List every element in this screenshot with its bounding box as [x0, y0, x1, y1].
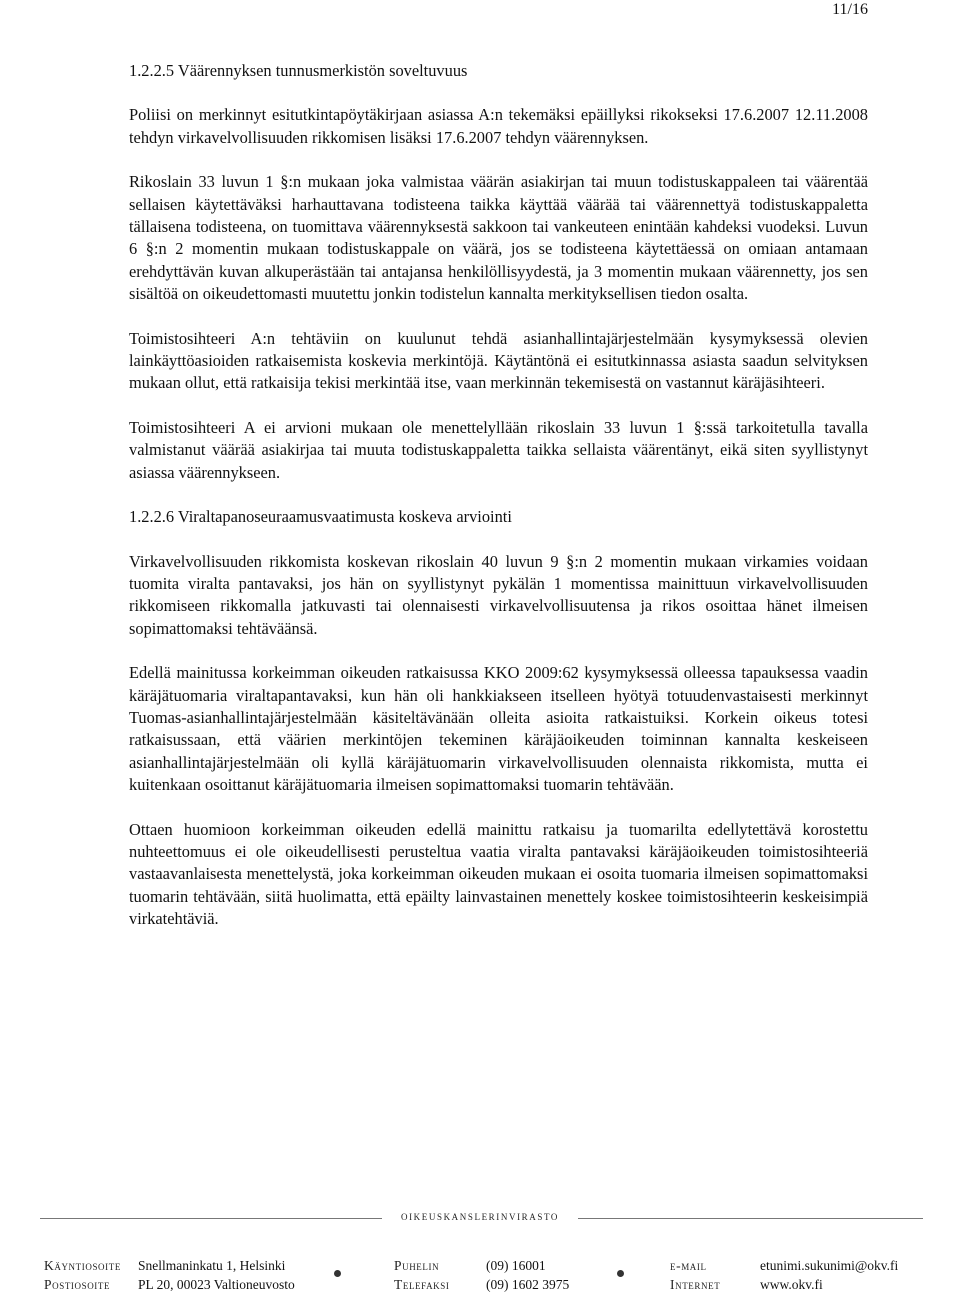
paragraph-assessment: Toimistosihteeri A ei arvioni mukaan ole menettelyllään rikoslain 33 luvun 1 §:ssä tarkoitetulla tavalla valmistanut väärää asiakirjaa tai muuta todistuskappaletta taikka sellaista väärentänyt, eikä siten syyllistynyt asiassa väärennykseen.	[129, 417, 868, 482]
paragraph-duties: Toimistosihteeri A:n tehtäviin on kuulunut tehdä asianhallintajärjestelmään kysymyksessä olevien lainkäyttöasioiden ratkaisemista koskevia merkintöjä. Käytäntönä ei esitutkinnassa asiasta saadun selvityksen mukaan ollut, että ratkaisija tekisi merkintää itse, vaan merkinnän tekemisestä on vastannut käräjäsihteeri.	[129, 328, 868, 393]
document-body	[129, 60, 868, 953]
footer-rule-left	[40, 1218, 382, 1219]
footer-address-values	[138, 1256, 295, 1294]
footer-separator-dot	[334, 1270, 341, 1277]
section-heading-1-2-2-6: 1.2.2.6 Viraltapanoseuraamusvaatimusta koskeva arviointi	[129, 507, 512, 527]
fax-label: Telefaksi	[394, 1277, 450, 1292]
footer-address-labels	[44, 1256, 121, 1294]
section-heading-1-2-2-5: 1.2.2.5 Väärennyksen tunnusmerkistön soveltuvuus	[129, 61, 468, 80]
internet-label: Internet	[670, 1277, 721, 1292]
internet-value: www.okv.fi	[760, 1277, 823, 1292]
email-label: e-mail	[670, 1258, 707, 1273]
footer-brand	[0, 1209, 960, 1231]
paragraph-supreme-court-case: Edellä mainitussa korkeimman oikeuden ratkaisussa KKO 2009:62 kysymyksessä olleessa tapauksessa vaadin käräjätuomaria viraltapantavaksi, kun hän oli hankkiakseen itselleen hyötyä totuudenvastaisesti merkinnyt Tuomas-asianhallintajärjestelmään käsiteltävänään olleita asioita ratkaistuiksi. Korkein oikeus totesi ratkaisussaan, että väärien merkintöjen tekeminen käräjäoikeuden toiminnan kannalta keskeiseen asianhallintajärjestelmään oli kyllä käräjätuomarin virkavelvollisuuden olennaista rikkomista, mutta ei kuitenkaan osoittanut käräjätuomaria ilmeisen sopimattomaksi tuomarin tehtävään.	[129, 663, 868, 795]
paragraph-dismissal-law: Virkavelvollisuuden rikkomista koskevan rikoslain 40 luvun 9 §:n 2 momentin mukaan virkamies voidaan tuomita viralta pantavaksi, jos hän on syyllistynyt pykälän 1 momentissa mainittuun virkavelvollisuuden rikkomiseen rikkomalla jatkuvasti tai olennaisesti virkavelvollisuutensa ja rikos osoittaa hänet ilmeisen sopimattomaksi tehtäväänsä.	[129, 551, 868, 638]
email-value: etunimi.sukunimi@okv.fi	[760, 1258, 899, 1273]
paragraph-conclusion: Ottaen huomioon korkeimman oikeuden edellä mainittu ratkaisu ja tuomarilta edellytettävä korostettu nuhteettomuus ei ole oikeudellisesti perusteltua vaatia viralta pantavaksi käräjäoikeuden toimistosihteeriä vastaavanlaisesta menettelystä, joka korkeimman oikeuden mukaan ei osoita tuomaria ilmeisen sopimattomaksi tuomarin tehtävään, siitä huolimatta, että epäilty lainvastainen menettely koskee toimistosihteerin keskeisimpiä virkatehtäviä.	[129, 819, 868, 929]
footer-web-labels	[670, 1256, 720, 1294]
footer-phone-values	[486, 1256, 569, 1294]
paragraph-police-record: Poliisi on merkinnyt esitutkintapöytäkirjaan asiassa A:n tekemäksi epäillyksi rikokseksi 17.6.2007 12.11.2008 tehdyn virkavelvollisuuden rikkomisen lisäksi 17.6.2007 tehdyn väärennyksen.	[129, 105, 868, 147]
postal-address-value: PL 20, 00023 Valtioneuvosto	[138, 1277, 295, 1292]
page-number: 11/16	[832, 1, 868, 18]
fax-value: (09) 1602 3975	[486, 1277, 570, 1292]
postal-address-label: Postiosoite	[44, 1277, 111, 1292]
footer-phone-labels	[394, 1256, 449, 1294]
brand-name: oikeuskanslerinvirasto	[400, 1209, 560, 1223]
visiting-address-label: Käyntiosoite	[44, 1258, 121, 1273]
phone-label: Puhelin	[394, 1258, 440, 1273]
footer-web-values	[760, 1256, 898, 1294]
footer-separator-dot	[617, 1270, 624, 1277]
footer-rule-right	[578, 1218, 923, 1219]
paragraph-criminal-code: Rikoslain 33 luvun 1 §:n mukaan joka valmistaa väärän asiakirjan tai muun todistuskappaleen tai väärentää sellaisen käytettäväksi harhauttavana todisteena taikka käyttää väärää tai väärennettyä todistuskappaletta tällaisena todisteena, on tuomittava väärennyksestä sakkoon tai vankeuteen enintään kahdeksi vuodeksi. Luvun 6 §:n 2 momentin mukaan todistuskappale on väärä, jos se todisteena käytettäessä on omiaan antamaan erehdyttävän kuvan alkuperästään tai antajansa henkilöllisyydestä, ja 3 momentin mukaan väärennetty, jos sen sisältöä on oikeudettomasti muutettu jonkin todistelun kannalta merkityksellisen tiedon osalta.	[129, 172, 868, 304]
phone-value: (09) 16001	[486, 1258, 546, 1273]
visiting-address-value: Snellmaninkatu 1, Helsinki	[138, 1258, 286, 1273]
